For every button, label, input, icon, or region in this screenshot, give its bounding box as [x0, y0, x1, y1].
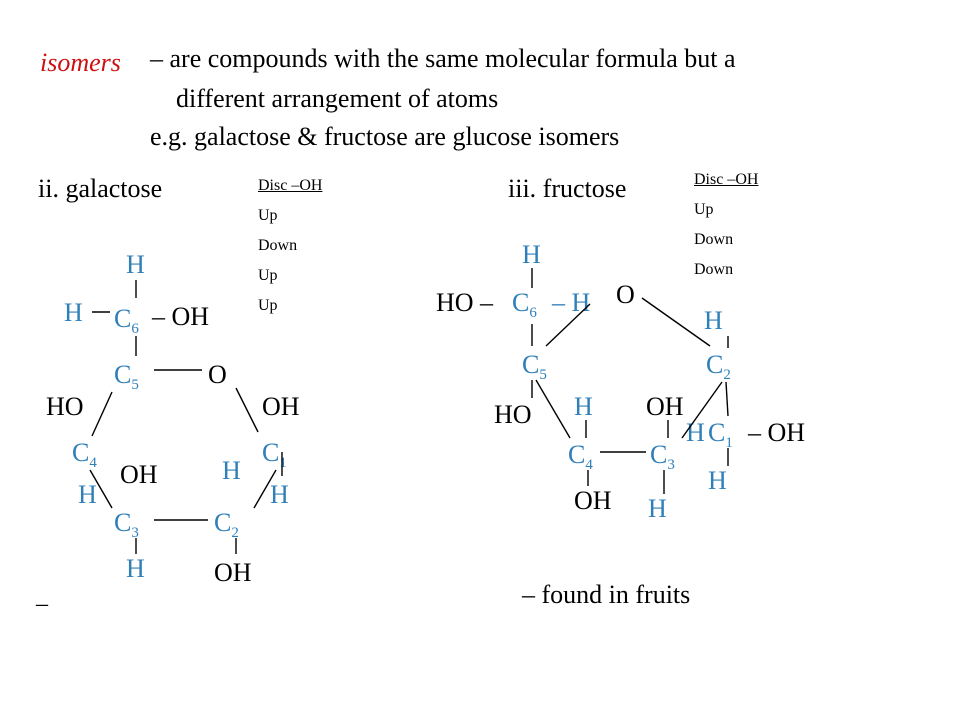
bond: [682, 382, 722, 438]
ring-oxygen: O: [616, 280, 635, 309]
fructose-disc-header: Disc –OH: [694, 171, 759, 188]
atom-c4: $C_4$: [568, 440, 593, 473]
atom-c1: $C_1$: [708, 418, 733, 451]
galactose-title: ii. galactose: [38, 174, 163, 203]
bond: [236, 388, 258, 432]
atom-h: H: [686, 418, 705, 447]
atom-c5: $C_5$: [522, 350, 547, 383]
atom-c6: $C_6$: [512, 288, 537, 321]
atom-h: H: [708, 466, 727, 495]
hydroxyl-group: OH: [214, 558, 252, 587]
atom-c3: $C_3$: [114, 508, 139, 541]
bond: [90, 470, 112, 508]
hydroxyl-group: OH: [574, 486, 612, 515]
bond: [254, 470, 276, 508]
fructose-disc-value: Down: [694, 261, 734, 278]
atom-h: H: [222, 456, 241, 485]
ring-oxygen: O: [208, 360, 227, 389]
atom-h: H: [126, 554, 145, 583]
bond: [642, 298, 710, 346]
atom-h: H: [704, 306, 723, 335]
atom-h: H: [64, 298, 83, 327]
atom-c5: $C_5$: [114, 360, 139, 393]
bond: [536, 380, 570, 438]
hydroxyl-group: HO: [494, 400, 532, 429]
bond: [546, 304, 590, 346]
isomers-term: isomers: [40, 48, 121, 77]
hydroxyl-group: – OH: [152, 302, 210, 331]
atom-c2: $C_2$: [706, 350, 731, 383]
galactose-disc-value: Up: [258, 267, 278, 284]
definition-line-1: – are compounds with the same molecular formula but a: [150, 44, 736, 73]
fructose-disc-value: Up: [694, 201, 714, 218]
atom-h: – H: [552, 288, 591, 317]
atom-h: H: [126, 250, 145, 279]
atom-h: H: [574, 392, 593, 421]
atom-h: H: [522, 240, 541, 269]
hydroxyl-group: – OH: [748, 418, 806, 447]
galactose-disc-value: Up: [258, 207, 278, 224]
atom-c3: $C_3$: [650, 440, 675, 473]
galactose-disc-value: Up: [258, 297, 278, 314]
hydroxyl-group: OH: [262, 392, 300, 421]
fructose-disc-value: Down: [694, 231, 734, 248]
bond: [92, 392, 112, 436]
hydroxyl-group: HO –: [436, 288, 494, 317]
atom-h: H: [648, 494, 667, 523]
atom-c6: $C_6$: [114, 304, 139, 337]
hydroxyl-group: HO: [46, 392, 84, 421]
atom-c4: $C_4$: [72, 438, 97, 471]
definition-line-2: different arrangement of atoms: [176, 84, 499, 113]
bond: [726, 382, 728, 416]
fructose-note: – found in fruits: [522, 580, 691, 609]
atom-h: H: [270, 480, 289, 509]
galactose-note: _: [36, 583, 48, 609]
atom-c2: $C_2$: [214, 508, 239, 541]
hydroxyl-group: OH: [120, 460, 158, 489]
example-line: e.g. galactose & fructose are glucose isomers: [150, 122, 620, 151]
hydroxyl-group: OH: [646, 392, 684, 421]
atom-c1: $C_1$: [262, 438, 287, 471]
fructose-title: iii. fructose: [508, 174, 627, 203]
galactose-disc-header: Disc –OH: [258, 177, 323, 194]
atom-h: H: [78, 480, 97, 509]
galactose-disc-value: Down: [258, 237, 298, 254]
